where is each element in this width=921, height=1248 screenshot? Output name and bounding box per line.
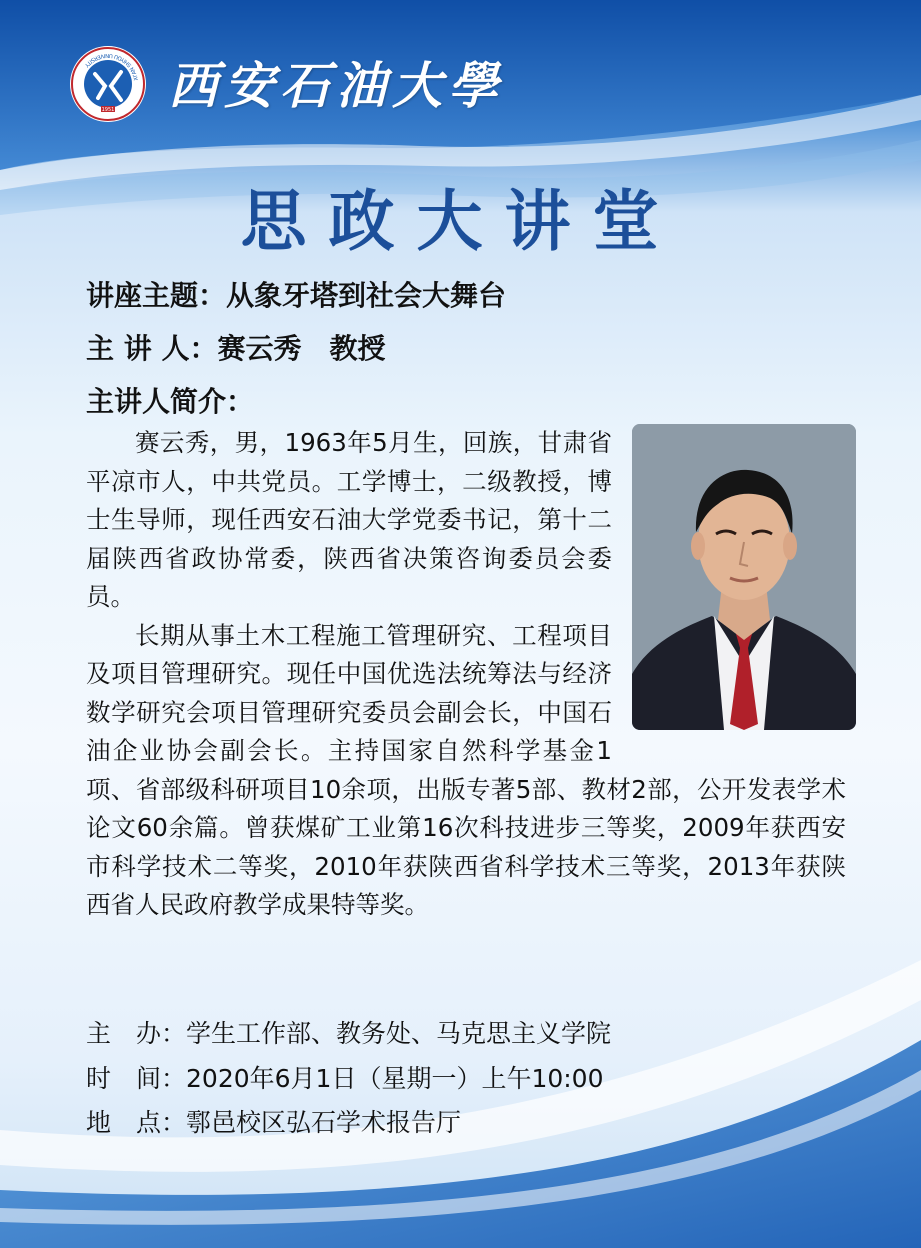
university-logo-icon <box>68 44 148 124</box>
topic-value: 从象牙塔到社会大舞台 <box>226 279 507 312</box>
topic-line <box>86 274 506 314</box>
university-name: 西安石油大學 <box>168 56 504 115</box>
host-label: 主 办： <box>86 1019 187 1048</box>
speaker-portrait-image <box>632 424 856 730</box>
page-title: 思政大讲堂 <box>240 183 681 260</box>
biography <box>86 424 846 925</box>
location-line <box>86 1103 461 1139</box>
speaker-label: 主 讲 人： <box>86 332 218 365</box>
time-value: 2020年6月1日（星期一）上午10:00 <box>186 1064 604 1093</box>
host-line <box>86 1014 611 1050</box>
bio-paragraph-1: 赛云秀，男，1963年5月生，回族，甘肃省平凉市人，中共党员。工学博士，二级教授，博士生导师，现任西安石油大学党委书记，第十二届陕西省政协常委，陕西省决策咨询委员会委员。 <box>86 428 612 611</box>
speaker-photo <box>632 424 856 730</box>
logo-year: 1951 <box>101 107 115 113</box>
time-line <box>86 1059 604 1095</box>
time-label: 时 间： <box>86 1064 187 1093</box>
bio-paragraph-2: 长期从事土木工程施工管理研究、工程项目及项目管理研究。现任中国优选法统筹法与经济数学研究会项目管理研究委员会副会长，中国石油企业协会副会长。主持国家自然科学基金1项、省部级科研项目10余项，出版专著5部、教材2部，公开发表学术论文60余篇。曾获煤矿工业第16次科技进步三等奖，2009年获西安市科学技术二等奖，2010年获陕西省科学技术三等奖，2013年获陕西省人民政府教学成果特等奖。 <box>86 620 846 919</box>
host-value: 学生工作部、教务处、马克思主义学院 <box>186 1019 612 1048</box>
speaker-line <box>86 327 386 367</box>
logo-ring-text: XI'AN SHIYOU UNIVERSITY <box>82 51 140 81</box>
location-value: 鄠邑校区弘石学术报告厅 <box>186 1108 462 1137</box>
intro-heading: 主讲人简介： <box>86 385 255 418</box>
topic-label: 讲座主题： <box>86 279 227 312</box>
location-label: 地 点： <box>86 1108 187 1137</box>
speaker-value: 赛云秀 教授 <box>217 332 386 365</box>
